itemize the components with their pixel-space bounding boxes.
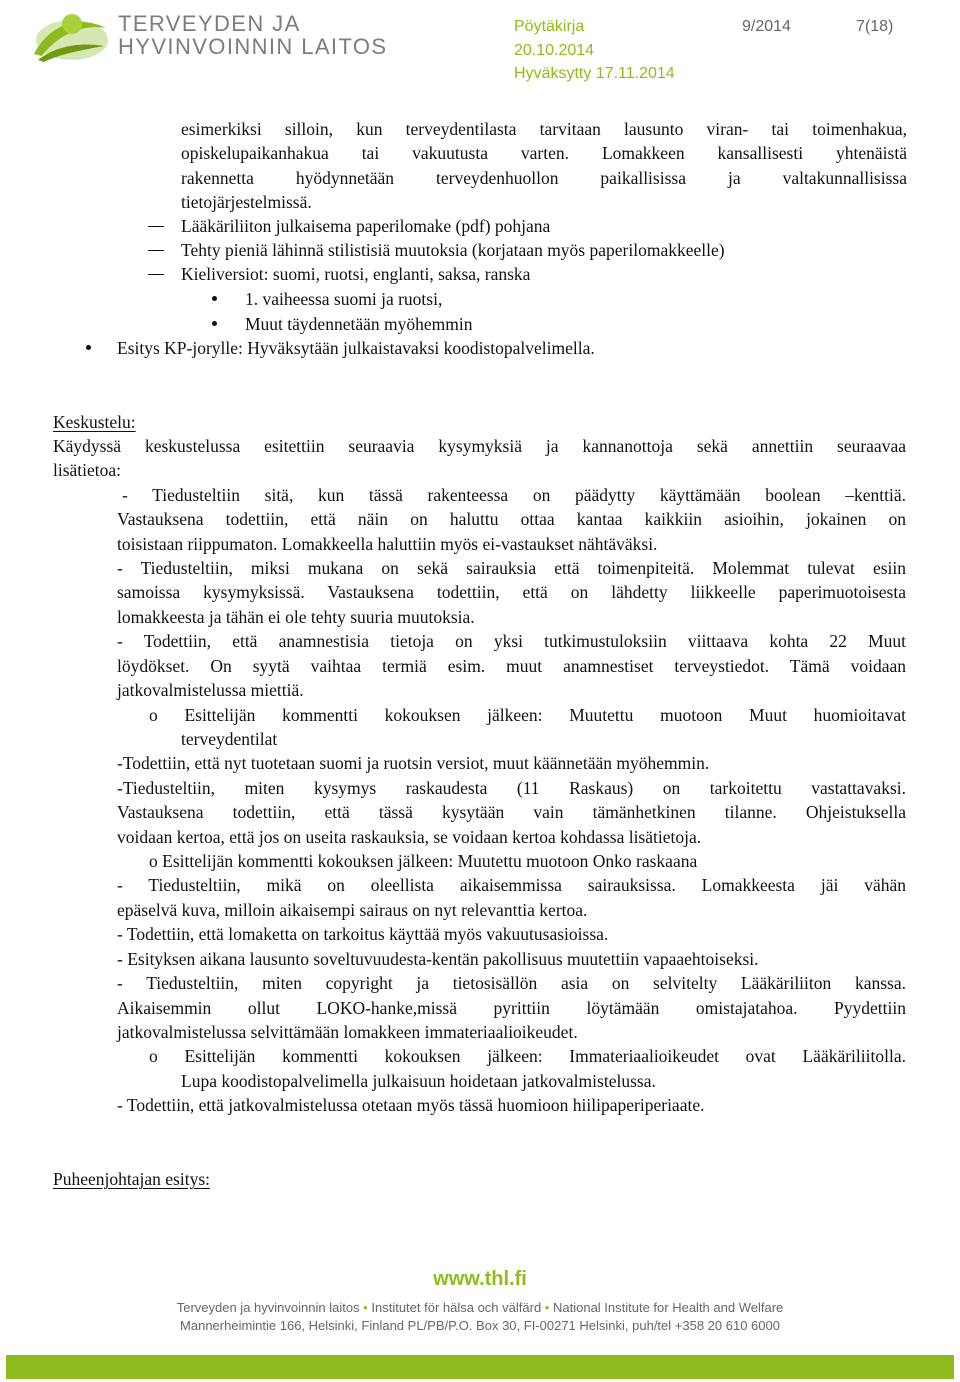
paragraph-line: - Todettiin, että lomaketta on tarkoitus käyttää myös vakuutusasioissa. — [117, 924, 609, 944]
paragraph-line: lomakkeesta ja tähän ei ole tehty suuria muutoksia. — [117, 607, 475, 627]
bullet-list-item: 1. vaiheessa suomi ja ruotsi, — [245, 289, 443, 309]
paragraph-line: jatkovalmistelussa selvittämään lomakkeen immateriaalioikeudet. — [117, 1022, 578, 1042]
org-name-line1: TERVEYDEN JA — [118, 11, 301, 36]
paragraph-line: epäselvä kuva, milloin aikaisempi sairaus on nyt relevanttia kertoa. — [117, 900, 588, 920]
paragraph-line: toisistaan riippumaton. Lomakkeella haluttiin myös ei-vastaukset nähtäväksi. — [117, 534, 658, 554]
presenter-comment: o Esittelijän kommentti kokouksen jälkeen: Immateriaalioikeudet ovat Lääkäriliitolla. — [149, 1046, 906, 1066]
document-type: Pöytäkirja — [514, 18, 585, 35]
dash-bullet-icon — [148, 250, 164, 251]
paragraph-line: - Todettiin, että anamnestisia tietoja on yksi tutkimustuloksiin viittaava kohta 22 Muut — [117, 631, 906, 651]
paragraph-line: - Todettiin, että jatkovalmistelussa otetaan myös tässä huomioon hiilipaperiperiaate. — [117, 1095, 705, 1115]
footer-brand-bar — [6, 1355, 954, 1379]
bullet-list-item: Esitys KP-jorylle: Hyväksytään julkaistavaksi koodistopalvelimella. — [117, 338, 595, 358]
dash-list-item: Tehty pieniä lähinnä stilistisiä muutoksia (korjataan myös paperilomakkeelle) — [181, 240, 725, 260]
paragraph-line: esimerkiksi silloin, kun terveydentilasta tarvitaan lausunto viran- tai toimenhakua, — [181, 119, 907, 139]
presenter-comment: o Esittelijän kommentti kokouksen jälkeen: Muutettu muotoon Onko raskaana — [149, 851, 698, 871]
thl-logo-icon — [28, 6, 108, 64]
paragraph-line: Vastauksena todettiin, että tässä kysytään vain tämänhetkinen tilanne. Ohjeistuksella — [117, 802, 906, 822]
meeting-date: 20.10.2014 — [514, 42, 595, 59]
footer-organization-names — [0, 1300, 960, 1315]
paragraph-line: - Tiedusteltiin, miksi mukana on sekä sairauksia että toimenpiteitä. Molemmat tulevat esiin — [117, 558, 906, 578]
paragraph-line: lisätietoa: — [53, 460, 122, 480]
page-header — [0, 0, 960, 100]
presenter-comment: o Esittelijän kommentti kokouksen jälkeen: Muutettu muotoon Muut huomioitavat — [149, 705, 906, 725]
organization-name — [118, 12, 387, 58]
approval-date: Hyväksytty 17.11.2014 — [514, 65, 675, 82]
presenter-comment: Lupa koodistopalvelimella julkaisuun hoidetaan jatkovalmistelussa. — [181, 1071, 656, 1091]
section-heading-discussion: Keskustelu: — [53, 412, 136, 432]
paragraph-line: Aikaisemmin ollut LOKO-hanke,missä pyrittiin löytämään omistajatahoa. Pyydettiin — [117, 998, 906, 1018]
presenter-comment: terveydentilat — [181, 729, 278, 749]
footer-org-en: National Institute for Health and Welfare — [552, 1300, 784, 1315]
paragraph-line: voidaan kertoa, että jos on useita raskauksia, se voidaan kertoa kohdassa lisätietoja. — [117, 827, 702, 847]
footer-org-fi: Terveyden ja hyvinvoinnin laitos — [176, 1300, 360, 1315]
paragraph-line: rakennetta hyödynnetään terveydenhuollon paikallisissa ja valtakunnallisissa — [181, 168, 907, 188]
footer-separator: • — [363, 1300, 368, 1315]
paragraph-line: - Tiedusteltiin, miten copyright ja tietosisällön asia on selvitelty Lääkäriliiton kanssa. — [117, 973, 906, 993]
paragraph-line: - Tiedusteltiin, mikä on oleellista aikaisemmissa sairauksissa. Lomakkeesta jäi vähän — [117, 875, 906, 895]
footer-org-sv: Institutet för hälsa och välfärd — [371, 1300, 542, 1315]
bullet-icon — [212, 321, 217, 326]
dash-bullet-icon — [148, 274, 164, 275]
paragraph-line: -Todettiin, että nyt tuotetaan suomi ja ruotsin versiot, muut käännetään myöhemmin. — [117, 753, 710, 773]
paragraph-line: samoissa kysymyksissä. Vastauksena todettiin, että on lähdetty liikkeelle paperimuotoisesta — [117, 582, 906, 602]
footer-address: Mannerheimintie 166, Helsinki, Finland PL/PB/P.O. Box 30, FI-00271 Helsinki, puh/tel +358 20 610 6000 — [180, 1318, 780, 1333]
paragraph-line: löydökset. On syytä vaihtaa termiä esim. muut anamnestiset terveystiedot. Tämä voidaan — [117, 656, 906, 676]
dash-list-item: Lääkäriliiton julkaisema paperilomake (pdf) pohjana — [181, 216, 551, 236]
paragraph-line: opiskelupaikanhakua tai vakuutusta varten. Lomakkeen kansallisesti yhtenäistä — [181, 143, 907, 163]
page-number: 7(18) — [856, 18, 894, 35]
bullet-icon — [86, 345, 91, 350]
paragraph-line: Vastauksena todettiin, että näin on haluttu ottaa kantaa kaikkiin asioihin, jokainen on — [117, 509, 906, 529]
paragraph-line: - Esityksen aikana lausunto soveltuvuudesta-kentän pakollisuus muutettiin vapaaehtoiseksi. — [117, 949, 759, 969]
document-number: 9/2014 — [742, 18, 791, 35]
dash-list-item: Kieliversiot: suomi, ruotsi, englanti, saksa, ranska — [181, 264, 531, 284]
paragraph-line: - Tiedusteltiin sitä, kun tässä rakenteessa on päädytty käyttämään boolean –kenttiä. — [122, 485, 906, 505]
section-heading-chair-proposal: Puheenjohtajan esitys: — [53, 1169, 210, 1189]
dash-bullet-icon — [148, 226, 164, 227]
org-name-line2: HYVINVOINNIN LAITOS — [118, 34, 388, 59]
bullet-list-item: Muut täydennetään myöhemmin — [245, 314, 473, 334]
footer-website-link[interactable]: www.thl.fi — [433, 1268, 527, 1290]
paragraph-line: tietojärjestelmissä. — [181, 192, 312, 212]
footer-separator: • — [544, 1300, 550, 1315]
paragraph-line: -Tiedusteltiin, miten kysymys raskaudesta (11 Raskaus) on tarkoitettu vastattavaksi. — [117, 778, 906, 798]
paragraph-line: Käydyssä keskustelussa esitettiin seuraavia kysymyksiä ja kannanottoja sekä annettiin seuraavaa — [53, 436, 906, 456]
bullet-icon — [212, 296, 217, 301]
paragraph-line: jatkovalmistelussa miettiä. — [117, 680, 304, 700]
